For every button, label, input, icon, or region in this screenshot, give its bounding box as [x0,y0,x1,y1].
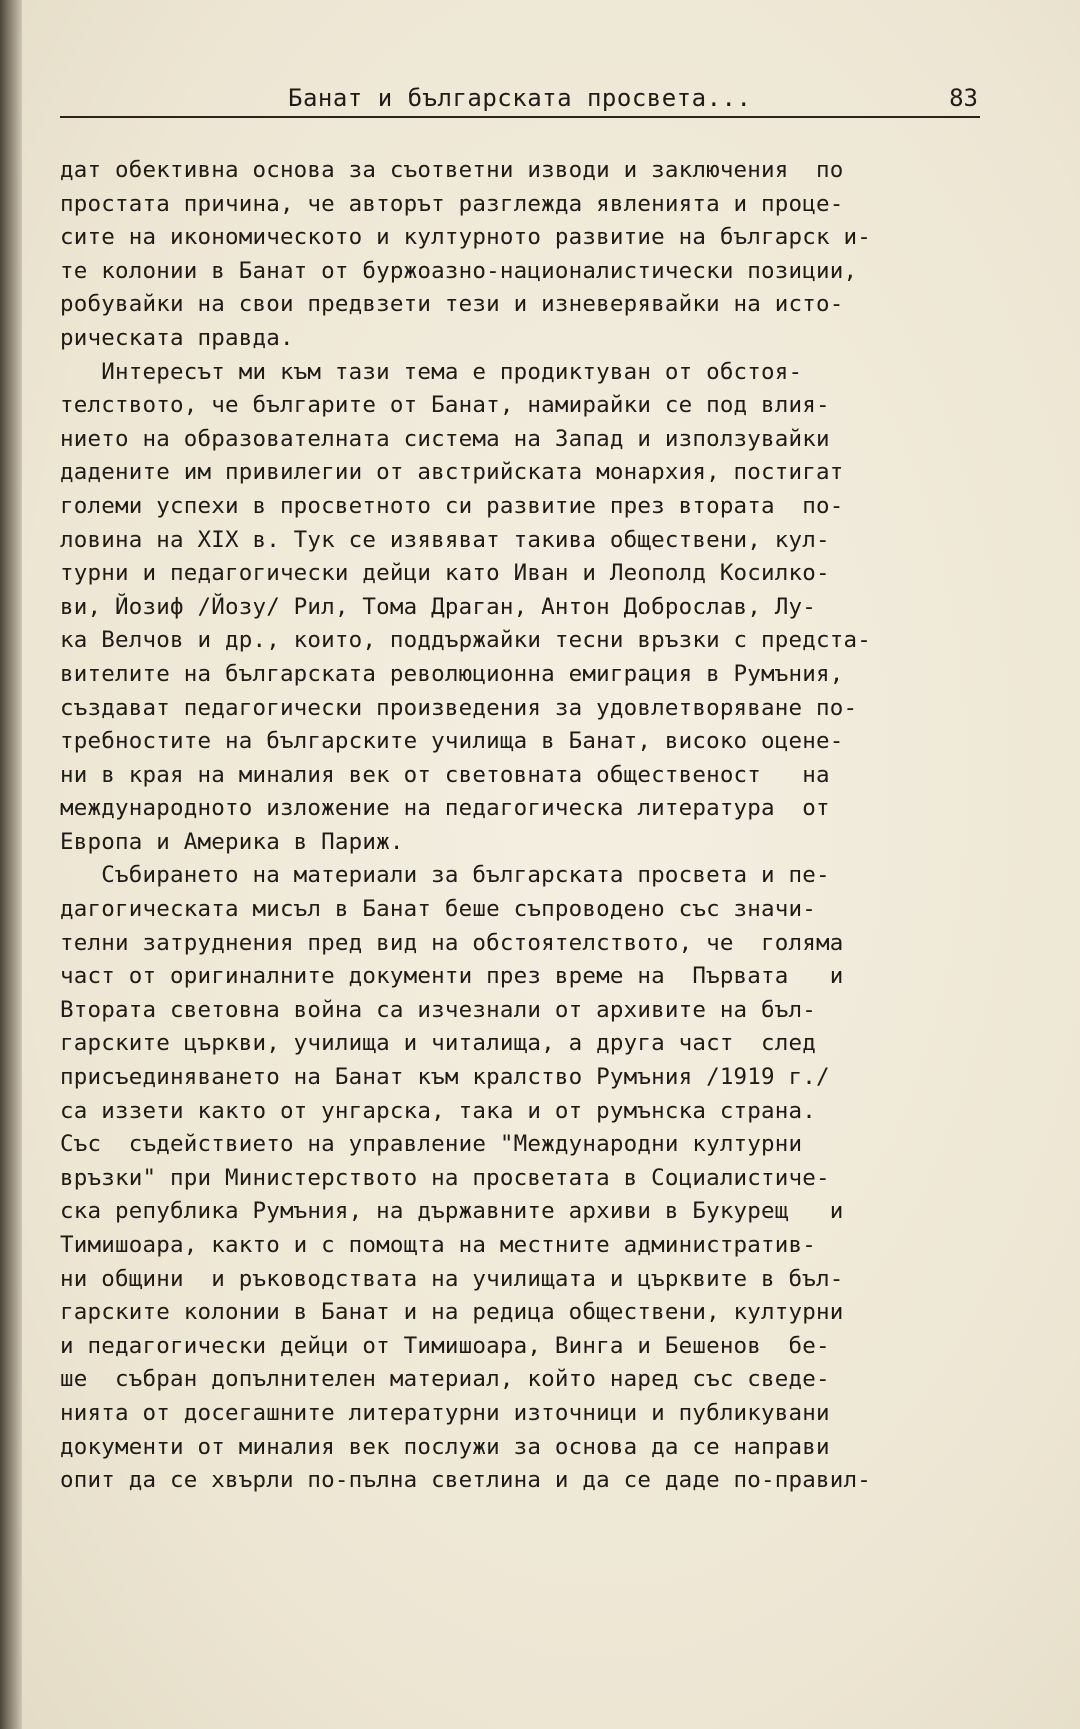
text-line: ловина на XIX в. Тук се изявяват такива обществени, кул- [60,526,830,553]
page-number: 83 [949,84,978,112]
running-header [60,84,980,124]
book-binding-edge [0,0,22,1729]
text-line: създават педагогически произведения за удовлетворяване по- [60,694,858,721]
text-line: присъединяването на Банат към кралство Румъния /1919 г./ [60,1064,830,1091]
text-line: Събирането на материали за българската просвета и пе- [60,862,830,889]
text-line: рическата правда. [60,324,294,351]
text-line: ска република Румъния, на държавните архиви в Букурещ и [60,1198,844,1225]
text-line: Интересът ми към тази тема е продиктуван от обстоя- [60,358,803,385]
text-line: Европа и Америка в Париж. [60,828,404,855]
text-line: международното изложение на педагогическа литература от [60,795,830,822]
text-line: гарските колонии в Банат и на редица обществени, културни [60,1299,844,1326]
text-line: Втората световна война са изчезнали от архивите на бъл- [60,996,817,1023]
text-line: опит да се хвърли по-пълна светлина и да се даде по-правил- [60,1467,872,1494]
text-line: ка Велчов и др., които, поддържайки тесни връзки с предста- [60,627,872,654]
text-line: телни затруднения пред вид на обстоятелството, че голяма [60,929,844,956]
body-text [60,154,990,1498]
text-line: големи успехи в просветното си развитие през втората по- [60,492,844,519]
text-line: ни общини и ръководствата на училищата и църквите в бъл- [60,1265,844,1292]
text-line: ни в края на миналия век от световната общественост на [60,761,830,788]
text-line: част от оригиналните документи през време на Първата и [60,963,844,990]
running-title: Банат и българската просвета... [288,84,752,112]
book-page [22,0,1080,1729]
text-line: вителите на българската революционна емиграция в Румъния, [60,660,844,687]
text-line: документи от миналия век послужи за основа да се направи [60,1433,830,1460]
text-line: Със съдействието на управление "Международни културни [60,1131,803,1158]
text-line: нията от досегашните литературни източници и публикувани [60,1399,830,1426]
text-line: те колонии в Банат от буржоазно-националистически позиции, [60,257,858,284]
text-line: връзки" при Министерството на просветата в Социалистиче- [60,1164,830,1191]
text-line: сите на икономическото и културното развитие на българск и- [60,224,872,251]
header-rule [60,116,980,118]
text-line: телството, че българите от Банат, намирайки се под влия- [60,392,830,419]
text-line: гарските църкви, училища и читалища, а друга част след [60,1030,817,1057]
text-line: дагогическата мисъл в Банат беше съпроводено със значи- [60,896,817,923]
text-line: дадените им привилегии от австрийската монархия, постигат [60,459,844,486]
text-line: турни и педагогически дейци като Иван и Леополд Косилко- [60,560,830,587]
text-line: ше събран допълнителен материал, който наред със сведе- [60,1366,830,1393]
text-line: и педагогически дейци от Тимишоара, Винга и Бешенов бе- [60,1332,830,1359]
text-line: Тимишоара, както и с помощта на местните административ- [60,1232,817,1258]
text-line: дат обективна основа за съответни изводи и заключения по [60,157,844,183]
text-line: нието на образователната система на Запад и използувайки [60,425,830,452]
text-line: са иззети както от унгарска, така и от румънска страна. [60,1097,817,1124]
text-line: робувайки на свои предвзети тези и изневерявайки на исто- [60,291,844,318]
text-line: ви, Йозиф /Йозу/ Рил, Тома Драган, Антон Доброслав, Лу- [60,593,817,620]
text-line: требностите на българските училища в Банат, високо оцене- [60,728,844,755]
text-line: простата причина, че авторът разглежда явленията и проце- [60,190,844,217]
